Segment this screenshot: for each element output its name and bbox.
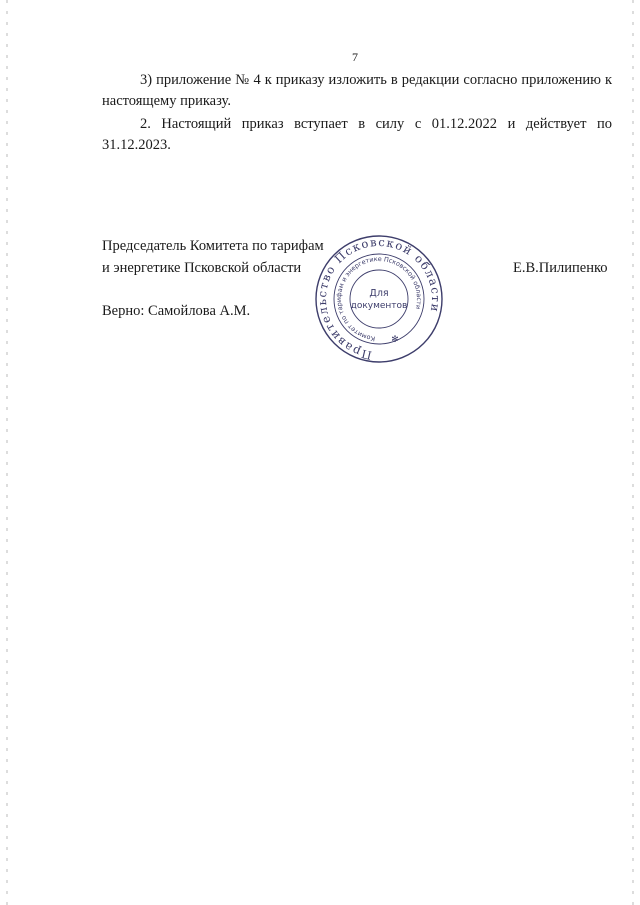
stamp-middle-ring (334, 254, 424, 344)
page-number: 7 (352, 50, 358, 64)
scan-edge-left (6, 0, 8, 905)
stamp-star-icon: ✻ (391, 335, 399, 345)
scan-edge-right (632, 0, 634, 905)
stamp-inner-ring (350, 270, 408, 328)
stamp-outer-text: Правительство Псковской области (314, 234, 444, 363)
paragraph-effective-date: 2. Настоящий приказ вступает в силу с 01.12.2022 и действует по 31.12.2023. (102, 116, 612, 153)
signatory-name: Е.В.Пилипенко (513, 260, 608, 276)
official-stamp (313, 233, 445, 365)
stamp-center-line-1: Для (369, 288, 389, 299)
stamp-center-line-2: документов (350, 301, 408, 311)
paragraph-item-3: 3) приложение № 4 к приказу изложить в редакции согласно приложению к настоящему приказу. (102, 72, 612, 109)
signatory-title-line-1: Председатель Комитета по тарифам (102, 238, 324, 254)
stamp-inner-text: Комитет по тарифам и энергетике Псковской области (334, 254, 424, 343)
signatory-title-line-2: и энергетике Псковской области (102, 260, 302, 276)
certified-by: Верно: Самойлова А.М. (102, 303, 251, 319)
